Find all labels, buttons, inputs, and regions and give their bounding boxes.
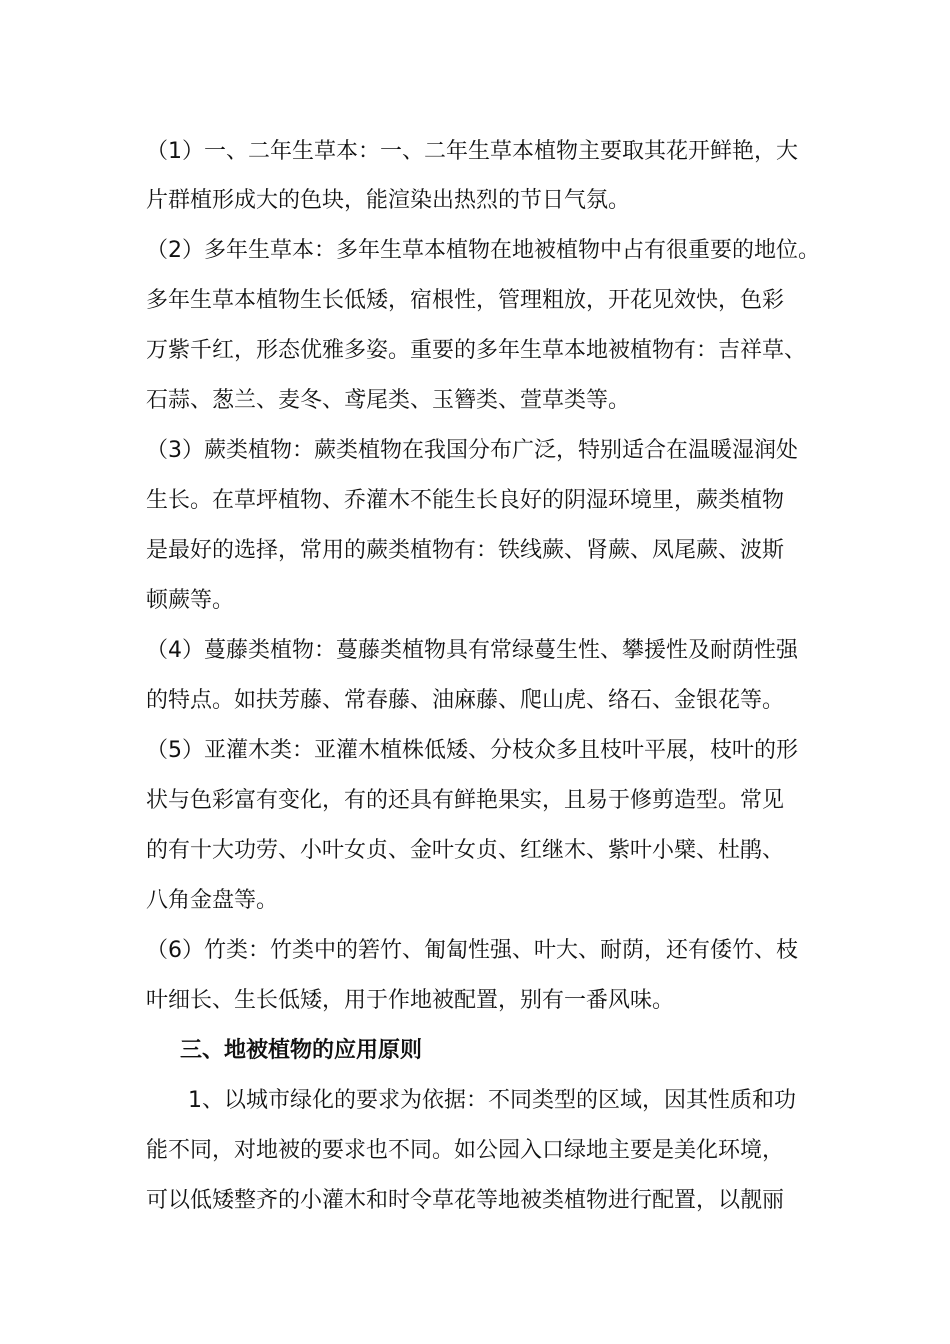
- text-line: 生长。在草坪植物、乔灌木不能生长良好的阴湿环境里，蕨类植物: [146, 488, 785, 513]
- text-line: 叶细长、生长低矮，用于作地被配置，别有一番风味。: [146, 988, 675, 1013]
- text-line: 多年生草本植物生长低矮，宿根性，管理粗放，开花见效快，色彩: [146, 288, 785, 313]
- text-line: 顿蕨等。: [146, 588, 235, 613]
- text-line: 片群植形成大的色块，能渲染出热烈的节日气氛。: [146, 188, 631, 213]
- text-line: 1、以城市绿化的要求为依据：不同类型的区域，因其性质和功: [188, 1088, 796, 1113]
- text-line: （4）蔓藤类植物：蔓藤类植物具有常绿蔓生性、攀援性及耐荫性强: [146, 638, 798, 663]
- text-line: 的有十大功劳、小叶女贞、金叶女贞、红继木、紫叶小檗、杜鹃、: [146, 838, 785, 863]
- text-line: 可以低矮整齐的小灌木和时令草花等地被类植物进行配置，以靓丽: [146, 1188, 785, 1213]
- text-line: （5）亚灌木类：亚灌木植株低矮、分枝众多且枝叶平展，枝叶的形: [146, 738, 798, 763]
- text-line: （1）一、二年生草本：一、二年生草本植物主要取其花开鲜艳，大: [146, 139, 798, 164]
- text-line: 状与色彩富有变化，有的还具有鲜艳果实，且易于修剪造型。常见: [146, 788, 785, 813]
- text-line: （6）竹类：竹类中的箬竹、匍匐性强、叶大、耐荫，还有倭竹、枝: [146, 938, 798, 963]
- text-line: 能不同，对地被的要求也不同。如公园入口绿地主要是美化环境，: [146, 1138, 785, 1163]
- text-line: 万紫千红，形态优雅多姿。重要的多年生草本地被植物有：吉祥草、: [146, 338, 807, 363]
- section-heading: 三、地被植物的应用原则: [180, 1038, 423, 1063]
- text-line: （3）蕨类植物：蕨类植物在我国分布广泛，特别适合在温暖湿润处: [146, 438, 798, 463]
- text-line: 是最好的选择，常用的蕨类植物有：铁线蕨、肾蕨、凤尾蕨、波斯: [146, 538, 785, 563]
- text-line: 石蒜、葱兰、麦冬、鸢尾类、玉簪类、萱草类等。: [146, 388, 631, 413]
- text-line: 八角金盘等。: [146, 888, 279, 913]
- text-line: 的特点。如扶芳藤、常春藤、油麻藤、爬山虎、络石、金银花等。: [146, 688, 785, 713]
- text-line: （2）多年生草本：多年生草本植物在地被植物中占有很重要的地位。: [146, 238, 820, 263]
